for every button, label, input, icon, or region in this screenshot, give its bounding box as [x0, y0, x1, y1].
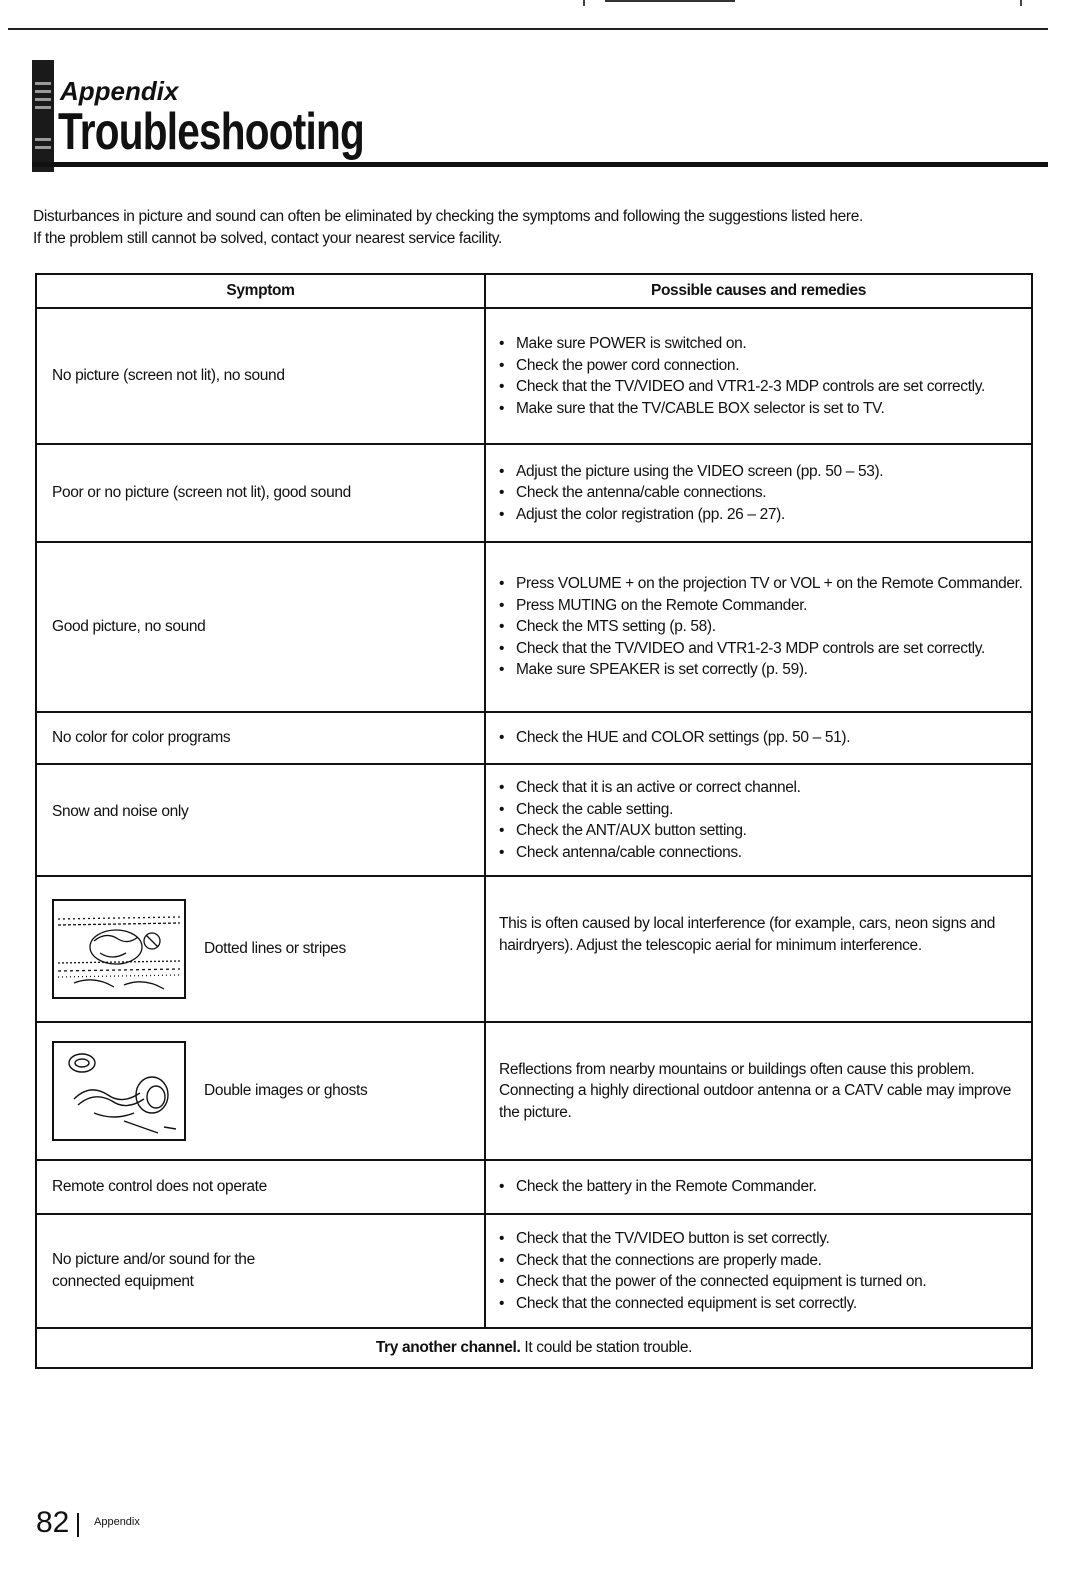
- symptom-text: No picture and/or sound for the connected equipment: [52, 1251, 255, 1290]
- remedies-cell: [485, 764, 1032, 876]
- symptom-cell: No color for color programs: [36, 712, 485, 764]
- remedy-text: This is often caused by local interference (for example, cars, neon signs and hairdryers). Adjust the telescopic aerial for minimum interference.: [499, 915, 996, 954]
- table-row: [36, 1022, 1032, 1160]
- top-tick-right: [1020, 0, 1022, 6]
- intro-line-2: If the problem still cannot bə solved, contact your nearest service facility.: [33, 230, 502, 247]
- table-row: [36, 444, 1032, 542]
- ghost-images-tv-illustration: [52, 1041, 186, 1141]
- symptom-text: Snow and noise only: [52, 803, 189, 820]
- remedies-cell: [485, 712, 1032, 764]
- remedies-cell: [485, 1160, 1032, 1214]
- symptom-cell: [36, 876, 485, 1022]
- remedies-cell: [485, 444, 1032, 542]
- page-number-separator: [77, 1513, 79, 1537]
- remedies-cell: [485, 308, 1032, 444]
- remedy-item: • Press MUTING on the Remote Commander.: [499, 595, 1023, 617]
- symptom-cell: Good picture, no sound: [36, 542, 485, 712]
- remedy-text: Reflections from nearby mountains or buildings often cause this problem. Connecting a highly directional outdoor antenna or a CATV cable may improve the picture.: [499, 1060, 1011, 1121]
- section-tab: [32, 60, 54, 172]
- remedy-item: • Check that the TV/VIDEO button is set correctly.: [499, 1228, 1023, 1250]
- footer-note-bold: Try another channel.: [375, 1339, 521, 1356]
- remedy-item: • Check the HUE and COLOR settings (pp. 50 – 51).: [499, 727, 1023, 749]
- remedy-item: • Press VOLUME + on the projection TV or VOL + on the Remote Commander.: [499, 573, 1023, 595]
- symptom-cell: [36, 1022, 485, 1160]
- remedy-item: • Make sure POWER is switched on.: [499, 333, 1023, 355]
- remedy-item: • Make sure that the TV/CABLE BOX selector is set to TV.: [499, 398, 1023, 420]
- symptom-cell: Poor or no picture (screen not lit), good sound: [36, 444, 485, 542]
- remedy-item: • Check that the connected equipment is set correctly.: [499, 1293, 1023, 1315]
- table-row: [36, 764, 1032, 876]
- symptom-cell: [36, 1214, 485, 1328]
- top-tick-left: [583, 0, 585, 6]
- page-number: 82: [36, 1506, 70, 1539]
- remedy-item: • Adjust the color registration (pp. 26 – 27).: [499, 504, 1023, 526]
- table-footer-row: [36, 1328, 1032, 1368]
- table-row: [36, 308, 1032, 444]
- page-title: Troubleshooting: [58, 103, 364, 161]
- remedy-item: • Check the antenna/cable connections.: [499, 482, 1023, 504]
- remedy-item: • Check the power cord connection.: [499, 355, 1023, 377]
- remedy-item: • Check that the TV/VIDEO and VTR1-2-3 MDP controls are set correctly.: [499, 638, 1023, 660]
- remedy-item: • Check that the TV/VIDEO and VTR1-2-3 MDP controls are set correctly.: [499, 376, 1023, 398]
- dotted-lines-tv-illustration: [52, 899, 186, 999]
- title-rule: [32, 162, 1048, 167]
- footer-section-label: Appendix: [94, 1516, 140, 1528]
- table-row: [36, 876, 1032, 1022]
- table-row: [36, 542, 1032, 712]
- symptom-text: Dotted lines or stripes: [204, 940, 346, 957]
- top-crop-mark: [605, 0, 735, 2]
- remedy-item: • Adjust the picture using the VIDEO screen (pp. 50 – 53).: [499, 461, 1023, 483]
- remedy-item: • Check that the power of the connected equipment is turned on.: [499, 1271, 1023, 1293]
- remedies-header: Possible causes and remedies: [485, 274, 1032, 308]
- footer-note-rest: It could be station trouble.: [520, 1339, 693, 1356]
- remedy-item: • Make sure SPEAKER is set correctly (p. 59).: [499, 659, 1023, 681]
- remedies-cell: [485, 1214, 1032, 1328]
- intro-text: [33, 206, 1053, 250]
- symptom-header: Symptom: [36, 274, 485, 308]
- troubleshooting-table: [35, 273, 1033, 1369]
- remedy-item: • Check the battery in the Remote Commander.: [499, 1176, 1023, 1198]
- symptom-text: Double images or ghosts: [204, 1082, 368, 1099]
- table-row: [36, 712, 1032, 764]
- remedy-item: • Check the MTS setting (p. 58).: [499, 616, 1023, 638]
- remedy-item: • Check the ANT/AUX button setting.: [499, 820, 1023, 842]
- remedy-item: • Check the cable setting.: [499, 799, 1023, 821]
- remedy-item: • Check that it is an active or correct channel.: [499, 777, 1023, 799]
- intro-line-1: Disturbances in picture and sound can often be eliminated by checking the symptoms and following the suggestions listed here.: [33, 208, 863, 225]
- symptom-cell: [36, 764, 485, 876]
- section-label: Appendix: [60, 76, 179, 106]
- remedy-item: • Check that the connections are properly made.: [499, 1250, 1023, 1272]
- table-header-row: [36, 274, 1032, 308]
- table-row: [36, 1214, 1032, 1328]
- footer-note: [36, 1328, 1032, 1368]
- remedies-cell: [485, 542, 1032, 712]
- symptom-cell: No picture (screen not lit), no sound: [36, 308, 485, 444]
- remedy-item: • Check antenna/cable connections.: [499, 842, 1023, 864]
- remedies-cell: [485, 876, 1032, 1022]
- symptom-cell: Remote control does not operate: [36, 1160, 485, 1214]
- table-row: [36, 1160, 1032, 1214]
- remedies-cell: [485, 1022, 1032, 1160]
- top-rule: [8, 28, 1048, 30]
